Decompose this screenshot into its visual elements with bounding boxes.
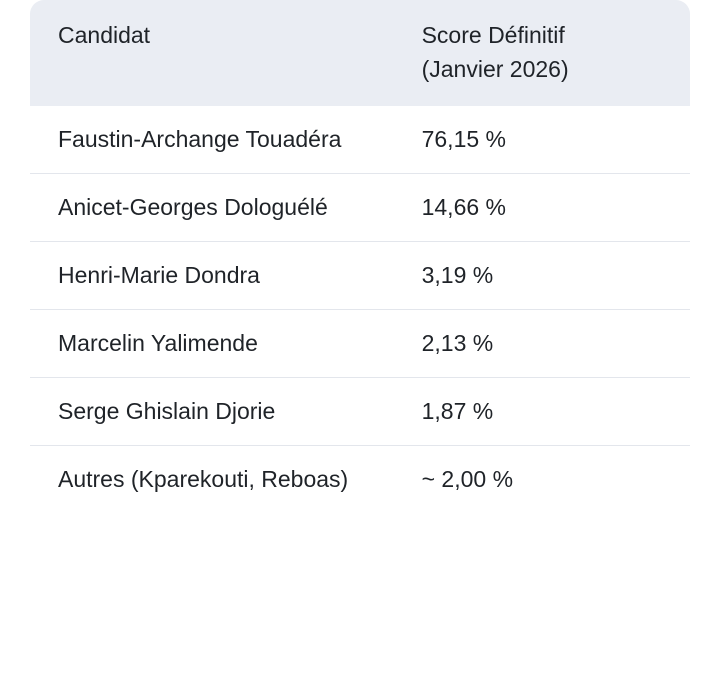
candidate-name: Anicet-Georges Dologuélé	[30, 174, 400, 242]
candidate-name: Faustin-Archange Touadéra	[30, 106, 400, 174]
candidate-score: 14,66 %	[400, 174, 690, 242]
table-row	[30, 242, 690, 310]
table-row	[30, 310, 690, 378]
candidate-name: Marcelin Yalimende	[30, 310, 400, 378]
candidate-score: ~ 2,00 %	[400, 446, 690, 514]
column-header-candidate	[30, 0, 400, 106]
candidate-score: 3,19 %	[400, 242, 690, 310]
candidate-name: Autres (Kparekouti, Reboas)	[30, 446, 400, 514]
column-header-score-sublabel: (Janvier 2026)	[421, 56, 569, 82]
candidate-score: 2,13 %	[400, 310, 690, 378]
table-row	[30, 446, 690, 514]
candidate-score: 76,15 %	[400, 106, 690, 174]
election-results-table	[30, 0, 690, 513]
candidate-score: 1,87 %	[400, 378, 690, 446]
candidate-name: Serge Ghislain Djorie	[30, 378, 400, 446]
table-row	[30, 106, 690, 174]
table-body	[30, 106, 690, 513]
table-row	[30, 174, 690, 242]
table-row	[30, 378, 690, 446]
candidate-name: Henri-Marie Dondra	[30, 242, 400, 310]
column-header-candidate-label: Candidat	[58, 22, 151, 48]
table-header-row	[30, 0, 690, 106]
column-header-score	[400, 0, 690, 106]
table-header	[30, 0, 690, 106]
column-header-score-label: Score Définitif	[421, 22, 565, 48]
results-table-card	[30, 0, 690, 513]
